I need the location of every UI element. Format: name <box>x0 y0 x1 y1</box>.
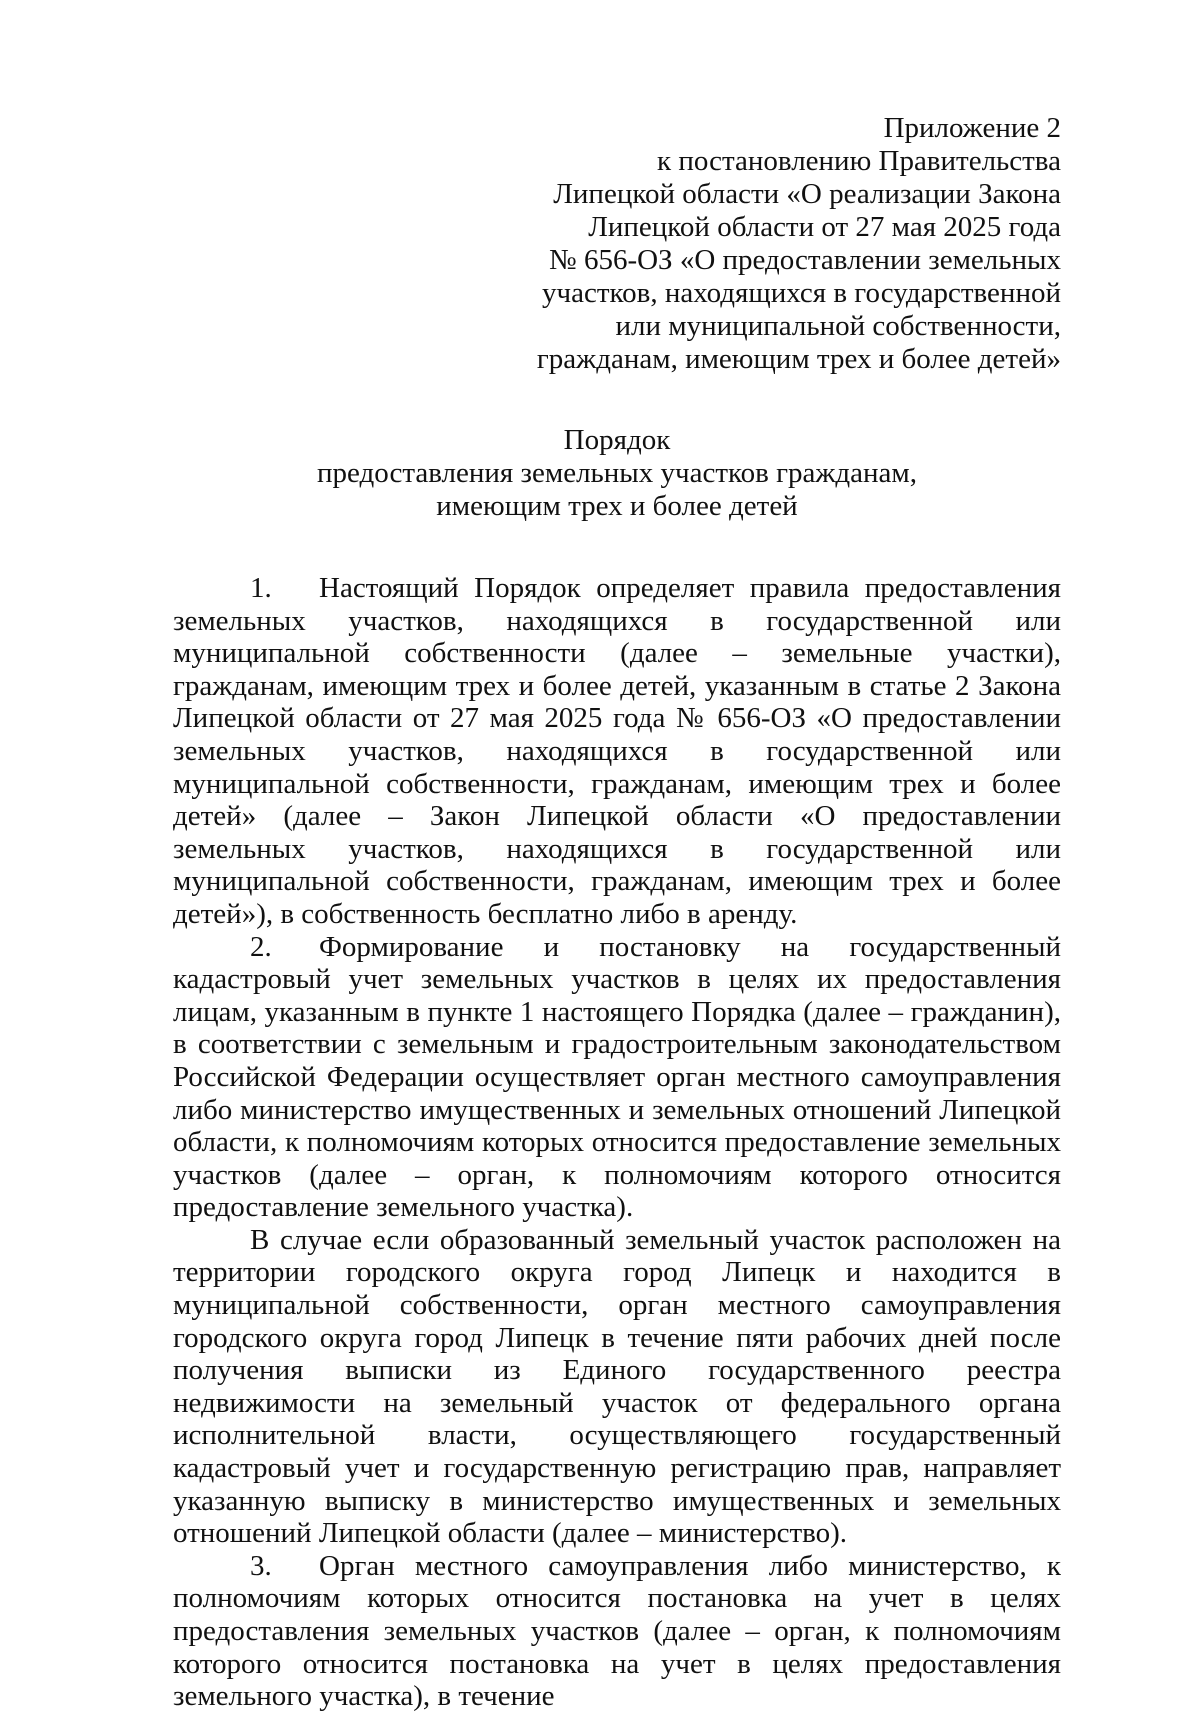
appendix-line: Липецкой области от 27 мая 2025 года <box>588 211 1061 243</box>
title-line: Порядок <box>563 424 671 456</box>
paragraph-text: Формирование и постановку на государственный кадастровый учет земельных участков в целях их предоставления лицам, указанным в пункте 1 настоящего Порядка (далее – гражданин), в соответствии с земельным и градостроительным законодательством Российской Федерации осуществляет орган местного самоуправления либо министерство имущественных и земельных отношений Липецкой области, к полномочиям которых относится предоставление земельных участков (далее – орган, к полномочиям которого относится предоставление земельного участка). <box>173 930 1061 1224</box>
appendix-line: № 656-ОЗ «О предоставлении земельных <box>549 244 1061 276</box>
document-body <box>173 572 1061 1713</box>
appendix-line: гражданам, имеющим трех и более детей» <box>536 343 1061 375</box>
document-title <box>173 424 1061 523</box>
appendix-header <box>501 112 1061 376</box>
paragraph-1 <box>173 572 1061 931</box>
paragraph-number: 1. <box>250 572 272 604</box>
appendix-line: Приложение 2 <box>883 112 1061 144</box>
appendix-line: или муниципальной собственности, <box>615 310 1061 342</box>
title-line: предоставления земельных участков гражданам, <box>316 457 918 489</box>
paragraph-text: В случае если образованный земельный участок расположен на территории городского округа город Липецк и находится в муниципальной собственности, орган местного самоуправления городского округа город Липецк в течение пяти рабочих дней после получения выписки из Единого государственного реестра недвижимости на земельный участок от федерального органа исполнительной власти, осуществляющего государственный кадастровый учет и государственную регистрацию прав, направляет указанную выписку в министерство имущественных и земельных отношений Липецкой области (далее – министерство). <box>173 1223 1061 1550</box>
appendix-line: участков, находящихся в государственной <box>542 277 1061 309</box>
paragraph-2-continued <box>173 1224 1061 1550</box>
paragraph-3 <box>173 1550 1061 1713</box>
paragraph-number: 3. <box>250 1549 272 1582</box>
paragraph-number: 2. <box>250 930 272 963</box>
paragraph-text: Орган местного самоуправления либо министерство, к полномочиям которых относится постановка на учет в целях предоставления земельных участков (далее – орган, к полномочиям которого относится постановка на учет в целях предоставления земельного участка), в течение <box>173 1549 1061 1713</box>
title-line: имеющим трех и более детей <box>436 490 798 522</box>
paragraph-2 <box>173 931 1061 1224</box>
appendix-line: к постановлению Правительства <box>657 145 1061 177</box>
appendix-line: Липецкой области «О реализации Закона <box>553 178 1061 210</box>
paragraph-text: Настоящий Порядок определяет правила предоставления земельных участков, находящихся в государственной или муниципальной собственности (далее – земельные участки), гражданам, имеющим трех и более детей, указанным в статье 2 Закона Липецкой области от 27 мая 2025 года № 656-ОЗ «О предоставлении земельных участков, находящихся в государственной или муниципальной собственности, гражданам, имеющим трех и более детей» (далее – Закон Липецкой области «О предоставлении земельных участков, находящихся в государственной или муниципальной собственности, гражданам, имеющим трех и более детей»), в собственность бесплатно либо в аренду. <box>173 572 1061 930</box>
